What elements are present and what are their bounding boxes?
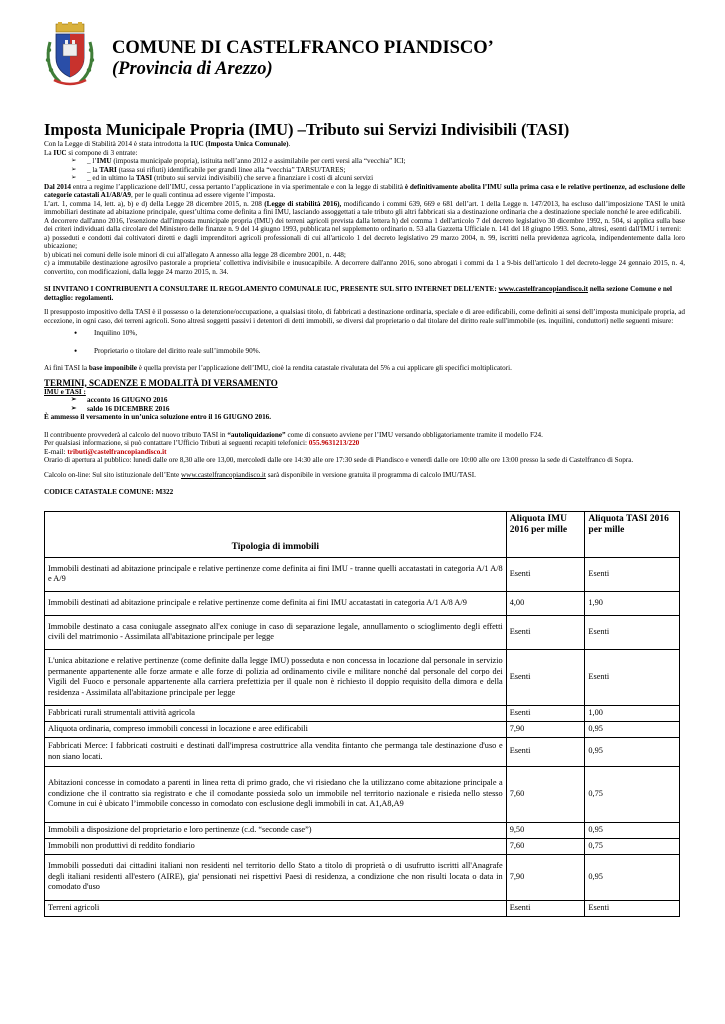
aliquota-imu-cell: 7,90	[506, 854, 585, 900]
aliquota-imu-cell: Esenti	[506, 900, 585, 916]
tipologia-cell: Immobili non produttivi di reddito fondiario	[45, 838, 507, 854]
aliquota-tasi-cell: 1,90	[585, 591, 680, 615]
header-aliquota-imu: Aliquota IMU 2016 per mille	[506, 511, 585, 557]
tipologia-cell: Terreni agricoli	[45, 900, 507, 916]
table-row	[45, 737, 680, 766]
presupposto-paragraph: Il presupposto impositivo della TASI è il possesso o la detenzione/occupazione, a qualsiasi titolo, di fabbricati a destinazione ordinaria, speciale e di aree edificabili, come definiti ai sensi dell’imposta municipale propria, ad eccezione, in ogni caso, dei terreni agricoli. Sono altresì soggetti passivi i detentori di detti immobili, se diversi dal proprietario o dal titolare del diritto reale sull'immobile (es. inquilini, conduttori) nelle seguenti misure:	[44, 308, 685, 325]
unica-soluzione: È ammesso il versamento in un’unica soluzione entro il 16 GIUGNO 2016.	[44, 413, 272, 421]
list-item: ➢ saldo 16 DICEMBRE 2016	[71, 405, 685, 414]
table-row	[45, 822, 680, 838]
aliquota-tasi-cell: 0,75	[585, 766, 680, 822]
aliquota-tasi-cell: 0,75	[585, 838, 680, 854]
body-text	[44, 140, 685, 373]
table-header-row	[45, 511, 680, 557]
list-item: • Proprietario o titolare del diritto reale sull’immobile 90%.	[72, 347, 685, 356]
table-row	[45, 705, 680, 721]
aliquota-tasi-cell: 1,00	[585, 705, 680, 721]
list-item: ➢ acconto 16 GIUGNO 2016	[71, 396, 685, 405]
contatti-paragraph: Per qualsiasi informazione, si può contattare l’Ufficio Tributi ai seguenti recapiti telefonici: 055.9631213/220	[44, 439, 360, 447]
aliquota-imu-cell: 7,60	[506, 838, 585, 854]
coat-of-arms-icon	[44, 22, 96, 88]
aliquota-imu-cell: Esenti	[506, 705, 585, 721]
tipologia-cell: Immobili posseduti dai cittadini italiani non residenti nel territorio dello Stato a titolo di proprietà o di usufrutto iscritti all'Anagrafe degli italiani residenti all'estero (AIRE), gia' pensionati nei rispettivi Paesi di residenza, a condizione che non risulti locata o data in comodato d'uso	[45, 854, 507, 900]
aliquota-tasi-cell: 0,95	[585, 822, 680, 838]
base-imponibile-paragraph: Ai fini TASI la base imponibile è quella prevista per l’applicazione dell’IMU, cioè la rendita catastale rivalutata del 5% a cui applicare gli specifici moltiplicatori.	[44, 364, 512, 372]
email-link[interactable]: tributi@castelfrancopiandisco.it	[67, 447, 167, 456]
aliquota-tasi-cell: 0,95	[585, 721, 680, 737]
iuc-components-list	[44, 157, 685, 183]
provincia-name: (Provincia di Arezzo)	[112, 59, 273, 79]
aliquote-table	[44, 511, 680, 917]
tipologia-cell: Fabbricati Merce: I fabbricati costruiti e destinati dall'impresa costruttrice alla vendita fintanto che permanga tale destinazione d'uso e non siano locati.	[45, 737, 507, 766]
aliquota-imu-cell: 7,90	[506, 721, 585, 737]
table-row	[45, 766, 680, 822]
intro-line-2: La IUC si compone di 3 entrate:	[44, 148, 138, 157]
tipologia-cell: Immobili destinati ad abitazione principale e relative pertinenze come definita ai fini IMU - tranne quelli accatastati in categoria A/1 A/8 e A/9	[45, 557, 507, 591]
table-row	[45, 557, 680, 591]
table-row	[45, 591, 680, 615]
aliquota-tasi-cell: Esenti	[585, 649, 680, 705]
orario-paragraph: Orario di apertura al pubblico: lunedì dalle ore 8,30 alle ore 13,00, mercoledì dalle ore 14:30 alle ore 17:30 sede di Piandisco e venerdì dalle ore 10:00 alle ore 13:00 presso la sede di Castelfranco di Sopra.	[44, 456, 634, 464]
aliquota-imu-cell: Esenti	[506, 557, 585, 591]
regolamento-notice: SI INVITANO I CONTRIBUENTI A CONSULTARE IL REGOLAMENTO COMUNALE IUC, PRESENTE SUL SITO INTERNET DELL’ENTE: www.castelfrancopiandisco.it nella sezione Comune e nel dettaglio: regolamenti.	[44, 285, 673, 302]
aliquota-tasi-cell: Esenti	[585, 557, 680, 591]
website-link[interactable]: www.castelfrancopiandisco.it	[498, 285, 588, 293]
aliquota-imu-cell: 4,00	[506, 591, 585, 615]
list-item: ➢ _ la TARI (tassa sui rifiuti) identificabile per grandi linee alla “vecchia” TARSU/TARES;	[71, 166, 685, 175]
tipologia-cell: Immobili a disposizione del proprietario e loro pertinenze (c.d. “seconde case”)	[45, 822, 507, 838]
tipologia-cell: Immobile destinato a casa coniugale assegnato all'ex coniuge in caso di separazione legale, annullamento o scioglimento degli effetti civili del matrimonio - Assimilata all'abitazione principale per legge	[45, 615, 507, 649]
calcolo-link[interactable]: www.castelfrancopiandisco.it	[180, 470, 266, 479]
termini-subheading: IMU e TASI :	[44, 387, 86, 396]
aliquota-tasi-cell: Esenti	[585, 900, 680, 916]
list-item: ➢ _ ed in ultimo la TASI (tributo sui servizi indivisibili) che serve a finanziare i costi di alcuni servizi	[71, 174, 685, 183]
aliquota-imu-cell: Esenti	[506, 649, 585, 705]
table-row	[45, 721, 680, 737]
email-line: E-mail: tributi@castelfrancopiandisco.it	[44, 447, 167, 456]
list-item: ➢ _ l’IMU (imposta municipale propria), istituita nell’anno 2012 e assimilabile per certi versi alla “vecchia” ICI;	[71, 157, 685, 166]
aliquota-tasi-cell: 0,95	[585, 854, 680, 900]
termini-heading: TERMINI, SCADENZE E MODALITÀ DI VERSAMENTO	[44, 377, 278, 388]
codice-catastale: CODICE CATASTALE COMUNE: M322	[44, 488, 174, 496]
termini-section	[44, 388, 685, 497]
scadenze-list	[44, 396, 685, 413]
tipologia-cell: Fabbricati rurali strumentali attività agricola	[45, 705, 507, 721]
table-row	[45, 649, 680, 705]
aliquota-tasi-cell: Esenti	[585, 615, 680, 649]
tipologia-cell: L'unica abitazione e relative pertinenze (come definite dalla legge IMU) posseduta e non concessa in locazione dal personale in servizio permanente appartenente alle forze armate e alle forze di polizia ad ordinamento civile e militare nonché dal personale del corpo dei Vigili del Fuoco e personale appartenente alla carriera prefettizia per il quale non è richiesto il doppio requisito della dimora e della residenza - Assimilata all'abitazione principale per legge	[45, 649, 507, 705]
calcolo-online-paragraph: Calcolo on-line: Sul sito istituzionale dell’Ente www.castelfrancopiandisco.it sarà disponibile in versione gratuita il programma di calcolo IMU/TASI.	[44, 470, 476, 479]
abolizione-paragraph: Dal 2014 entra a regime l’applicazione dell’IMU, cessa pertanto l’applicazione in via sperimentale e con la legge di stabilità è definitivamente abolita l’IMU sulla prima casa e le relative pertinenze, ad esclusione delle categorie catastali A1/A8/A9, per le quali continua ad essere vigente l’imposta.	[44, 182, 686, 199]
terreni-item-b: b) ubicati nei comuni delle isole minori di cui all'allegato A annesso alla legge 28 dicembre 2001, n. 448;	[44, 250, 346, 259]
header-tipologia: Tipologia di immobili	[45, 511, 507, 557]
aliquota-imu-cell: 7,60	[506, 766, 585, 822]
tipologia-cell: Abitazioni concesse in comodato a parenti in linea retta di primo grado, che vi risiedano che la utilizzano come abitazione principale a condizione che il contratto sia registrato e che il comodante possieda solo un immobile nel territorio nazionale e risieda nello stesso Comune in cui è ubicato l’immobile concesso in comodato con esclusione degli immobili in cat. A1,A8,A9	[45, 766, 507, 822]
aliquota-imu-cell: Esenti	[506, 615, 585, 649]
terreni-item-c: c) a immutabile destinazione agrosilvo pastorale a proprieta' collettiva indivisibile e inusucapibile. A decorrere dall'anno 2016, sono abrogati i commi da 1 a 9-bis dell'articolo 1 del decreto-legge 24 gennaio 2015, n. 4, convertito, con modificazioni, dalla legge 24 marzo 2015, n. 34.	[44, 259, 685, 276]
document-title: Imposta Municipale Propria (IMU) –Tributo sui Servizi Indivisibili (TASI)	[44, 120, 570, 139]
table-row	[45, 900, 680, 916]
table-row	[45, 615, 680, 649]
autoliquidazione-paragraph: Il contribuente provvederà al calcolo del nuovo tributo TASI in “autoliquidazione” come di consueto avviene per l’IMU versando obbligatoriamente tramite il modello F24.	[44, 430, 543, 439]
aliquota-imu-cell: Esenti	[506, 737, 585, 766]
tipologia-cell: Aliquota ordinaria, compreso immobili concessi in locazione e aree edificabili	[45, 721, 507, 737]
table-row	[45, 854, 680, 900]
terreni-paragraph: A decorrere dall'anno 2016, l'esenzione dall'imposta municipale propria (IMU) dei terreni agricoli prevista dalla lettera h) del comma 1 dell'articolo 7 del decreto legislativo 30 dicembre 1992, n. 504, si applica sulla base dei criteri individuati dalla circolare del Ministero delle finanze n. 9 del 14 giugno 1993, pubblicata nel supplemento ordinario n. 53 alla Gazzetta Ufficiale n. 141 del 18 giugno 1993. Sono, altresì, esenti dall'IMU i terreni:	[44, 216, 685, 233]
comune-name: COMUNE DI CASTELFRANCO PIANDISCO’	[112, 38, 494, 58]
terreni-item-a: a) posseduti e condotti dai coltivatori diretti e dagli imprenditori agricoli professionali di cui all'articolo 1 del decreto legislativo 29 marzo 2004, n. 99, iscritti nella previdenza agricola, indipendentemente dalla loro ubicazione;	[44, 233, 685, 250]
intro-line-1: Con la Legge di Stabilità 2014 è stata introdotta la IUC (Imposta Unica Comunale).	[44, 140, 291, 148]
legge-stabilita-paragraph: L’art. 1, comma 14, lett. a), b) e d) della Legge 28 dicembre 2015, n. 208 (Legge di stabilità 2016), modificando i commi 639, 669 e 681 dell’art. 1 della Legge n. 147/2013, ha escluso dall’imposizione TASI le unità immobiliari destinate ad abitazione principale, quest’ultima come definita a fini IMU, lasciando assoggettati a tale tributo gli altri fabbricati sia a destinazione ordinaria che a destinazione speciale nonché le aree edificabili.	[44, 199, 685, 216]
header-aliquota-tasi: Aliquota TASI 2016 per mille	[585, 511, 680, 557]
table-row	[45, 838, 680, 854]
list-item: • Inquilino 10%,	[72, 329, 685, 338]
aliquota-tasi-cell: 0,95	[585, 737, 680, 766]
letterhead	[44, 22, 685, 100]
misure-list	[44, 329, 685, 355]
phone-number: 055.9631213/220	[308, 439, 360, 447]
tipologia-cell: Immobili destinati ad abitazione principale e relative pertinenze come definita ai fini IMU accatastati in categoria A/1 A/8 A/9	[45, 591, 507, 615]
aliquota-imu-cell: 9,50	[506, 822, 585, 838]
